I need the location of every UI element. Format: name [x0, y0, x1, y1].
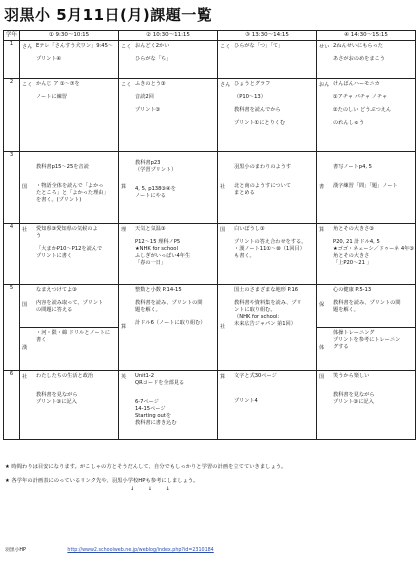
task-line: ふきのとう③	[135, 80, 166, 87]
task-list	[134, 285, 217, 370]
task-line: （NHK for school:	[234, 313, 280, 320]
task-list	[233, 224, 316, 284]
task-line: Starting outを	[135, 412, 172, 419]
task-line: 書く	[36, 336, 47, 343]
subject-label: 漢	[22, 345, 28, 352]
task-line: 国土のさまざまな地形 P.16	[234, 286, 299, 293]
grade-row-6	[4, 370, 416, 439]
grade-label: 1	[4, 41, 20, 79]
page-title: 羽黒小 5月11日(月)課題一覧	[4, 6, 213, 24]
task-line: の問題に答える	[36, 306, 73, 313]
task-line: ノートにやる	[135, 193, 166, 200]
task-list	[35, 79, 118, 151]
task-line: 「上P20～21 」	[333, 259, 372, 266]
task-list	[35, 41, 118, 78]
task-line: 計ドル6（ノートに取り組む）	[135, 319, 206, 326]
task-line: Eテレ「さんすう犬ワン」9:45～	[36, 43, 114, 50]
task-line: 書写ノートp4, 5	[333, 164, 372, 171]
task-line: 教科書を読んでから	[234, 106, 281, 113]
subject-label: 保	[319, 302, 325, 309]
subject-label: 国	[22, 184, 28, 191]
subject-label: 社	[220, 184, 226, 191]
subject-label: こく	[121, 81, 132, 88]
grade-label: 3	[4, 152, 20, 223]
task-list	[134, 371, 217, 439]
grade-row-3	[4, 152, 416, 223]
subject-label: こく	[220, 44, 231, 51]
subject-label: 社	[22, 226, 28, 233]
task-list	[35, 371, 118, 439]
task-line: 教科書を読み、プリントの問	[135, 299, 203, 306]
task-line: う	[36, 232, 42, 239]
task-line: 内容を読み取って、プリント	[36, 299, 104, 306]
note-line: ★ 各学年の計画表にのっているリンク先や、羽黒小学校HPも参考にしましょう。	[5, 477, 199, 484]
task-line: プリントに書く	[36, 252, 73, 259]
task-line: 教科書を見ながら	[333, 391, 375, 398]
task-line: 白いぼうし③	[234, 225, 265, 232]
task-line: 4, 5, p138③④を	[135, 186, 176, 193]
task-line: ントに取り組む。	[234, 306, 276, 313]
task-line: ・物語全体を読んで「よかっ	[36, 183, 104, 190]
task-list	[332, 152, 415, 222]
grade-row-1	[4, 41, 416, 79]
task-line: （学習プリント）	[135, 167, 177, 174]
subject-label: 社	[22, 373, 28, 380]
task-line: 6-7ページ	[135, 398, 159, 405]
task-list	[233, 79, 316, 151]
task-line: ★NHK for school	[135, 245, 178, 252]
task-line: 教科書や資料集を読み、プリ	[234, 299, 302, 306]
task-line: 文字と式30ページ	[234, 372, 277, 379]
task-line: グする	[333, 343, 349, 350]
task-line: 天気と気温③	[135, 225, 166, 232]
task-list	[332, 41, 415, 78]
subject-label: こく	[121, 44, 132, 51]
task-line: 体操トレーニング	[333, 329, 375, 336]
task-line: プリントを参考にトレーニン	[333, 336, 401, 343]
subject-label: 国	[22, 302, 28, 309]
subject-label: 体	[319, 345, 325, 352]
header-period-4: ④ 14:30～15:15	[317, 31, 416, 41]
subject-label: 書	[319, 184, 325, 191]
subject-label: 算	[319, 226, 325, 233]
grade-row-4	[4, 223, 416, 284]
task-list	[35, 152, 118, 222]
task-list	[134, 224, 217, 284]
grade-label: 6	[4, 370, 20, 439]
subject-label: さん	[22, 44, 33, 51]
task-line: 教科書を見ながら	[36, 391, 78, 398]
grade-label: 2	[4, 78, 20, 151]
task-list	[134, 79, 217, 151]
note-line: ★ 時間わりは目安になります。がこしゃの方とそうだんして、自分でもしっかりと学習の計画を立てていきましょう。	[5, 464, 287, 470]
task-line: 2ねんせいにもらった	[333, 43, 383, 50]
school-homepage-link[interactable]: http://www2.schoolweb.ne.jp/weblog/index.php?id=2310184	[67, 548, 214, 553]
task-line: 「春の一日」	[135, 259, 167, 266]
task-list	[332, 328, 415, 370]
task-list	[233, 285, 316, 370]
task-list	[332, 285, 415, 327]
task-line: プリント③に記入	[333, 398, 374, 405]
subject-label: 算	[121, 323, 127, 330]
task-line: おんどく2かい	[135, 43, 170, 50]
task-list	[35, 224, 118, 284]
task-line: 未来広告ジャパン 第1回）	[234, 320, 296, 327]
task-line: P20, 21 計ドル4, 5	[333, 238, 380, 245]
schedule-table	[3, 30, 416, 440]
subject-label: 理	[121, 226, 127, 233]
subject-label: さん	[220, 81, 231, 88]
task-list	[233, 371, 316, 439]
task-list	[35, 285, 118, 327]
task-line: 14-15ページ	[135, 405, 166, 412]
task-line: （P10～13）	[234, 93, 266, 100]
task-line: ひらがな「ち」	[135, 56, 172, 63]
subject-label: おん	[319, 81, 330, 88]
task-line: 教科書p15～25を音読	[36, 164, 89, 171]
task-line: 笑うから楽しい	[333, 372, 370, 379]
task-line: ノートに練習	[36, 93, 67, 100]
subject-label: こく	[22, 81, 33, 88]
grade-row-2	[4, 78, 416, 151]
task-list	[134, 41, 217, 78]
task-line: 角とその大きさ	[333, 252, 370, 259]
task-line: プリント①にとりくむ	[234, 119, 286, 126]
task-line: 羽黒小のまわりのようす	[234, 164, 292, 171]
task-list	[332, 79, 415, 151]
task-line: 整数と小数 P.14-15	[135, 286, 182, 293]
task-line: 教科書p23	[135, 160, 161, 167]
task-line: わたしたちの生活と政治	[36, 372, 94, 379]
task-line: を書く。(プリント)	[36, 197, 82, 204]
task-line: P12～15 理科ノP5	[135, 238, 181, 245]
task-line: 教科書に書き込む	[135, 419, 177, 426]
task-line: も書く。	[234, 252, 255, 259]
task-line: プリント④	[36, 56, 62, 63]
task-list	[134, 152, 217, 222]
header-period-2: ② 10:30～11:15	[119, 31, 218, 41]
subject-label: せい	[319, 44, 330, 51]
task-line: 愛知県③愛知県の気候のよ	[36, 225, 98, 232]
task-line: のれんしゅう	[333, 119, 365, 126]
task-line: ・漢ノート11①～⑩（1回目）	[234, 245, 305, 252]
subject-label: 国	[319, 373, 325, 380]
subject-label: 社	[220, 323, 226, 330]
task-line: かんじ ア ①～⑦を	[36, 80, 80, 87]
task-line: ひょうとグラフ	[234, 80, 271, 87]
task-line: Unit1-2	[135, 372, 155, 379]
task-line: ★ゴゴ・ネェーシ／ドゥーネ 4年③	[333, 245, 414, 252]
task-line: 題を解く。	[135, 306, 161, 313]
header-grade: 学年	[4, 31, 20, 41]
task-line: 題を解く。	[333, 306, 359, 313]
task-line: まとめる	[234, 190, 255, 197]
grade-label: 4	[4, 223, 20, 284]
task-list	[332, 371, 415, 439]
subject-label: 算	[121, 184, 127, 191]
grade-row-5	[4, 284, 416, 370]
task-list	[233, 152, 316, 222]
header-row	[4, 31, 416, 41]
task-line: プリント③	[135, 106, 161, 113]
task-line: 音読2回	[135, 93, 154, 100]
task-line: 北と南のようすについて	[234, 183, 291, 190]
task-line: QRコードを全部見る	[135, 379, 185, 386]
subject-label: 英	[121, 373, 127, 380]
task-line: なまえつけてよ③	[36, 286, 77, 293]
task-line: ふしぎがいっぱい4年生	[135, 252, 191, 259]
task-line: 角とその大きさ③	[333, 225, 374, 232]
task-line: ①アチャ パチャ ノチャ	[333, 93, 388, 100]
task-line: プリントの答え合わせをする。	[234, 238, 307, 245]
subject-label: 算	[220, 373, 226, 380]
footer-label: 羽黒小HP	[5, 548, 26, 553]
header-period-3: ③ 13:30～14:15	[218, 31, 317, 41]
header-period-1: ① 9:30～10:15	[20, 31, 119, 41]
task-line: けんばんハーモニカ	[333, 80, 380, 87]
task-line: 心の健康 P.5-13	[333, 286, 372, 293]
footer	[5, 546, 214, 553]
task-line: ②たのしい どうぶつえん	[333, 106, 392, 113]
task-line: ・河・限・綿 ドリルとノートに	[36, 329, 111, 336]
task-list	[332, 224, 415, 284]
grade-label: 5	[4, 284, 20, 370]
task-line: ひらがな「つ」「て」	[234, 43, 284, 50]
task-line: たところ」と「よかった理由」	[36, 190, 109, 197]
task-line: 教科書を読み、プリントの問	[333, 299, 401, 306]
task-line: あさがおのめをまこう	[333, 56, 385, 63]
task-list	[233, 41, 316, 78]
down-arrow-icons: ↓ ↓ ↓	[130, 486, 176, 492]
task-line: プリント4	[234, 397, 258, 404]
task-line: 漢字練習「問」「題」ノート	[333, 183, 398, 190]
subject-label: 国	[220, 226, 226, 233]
task-list	[35, 328, 118, 370]
task-line: 「大まかP10～P12を読んで	[36, 245, 103, 252]
task-line: プリント③に記入	[36, 398, 77, 405]
